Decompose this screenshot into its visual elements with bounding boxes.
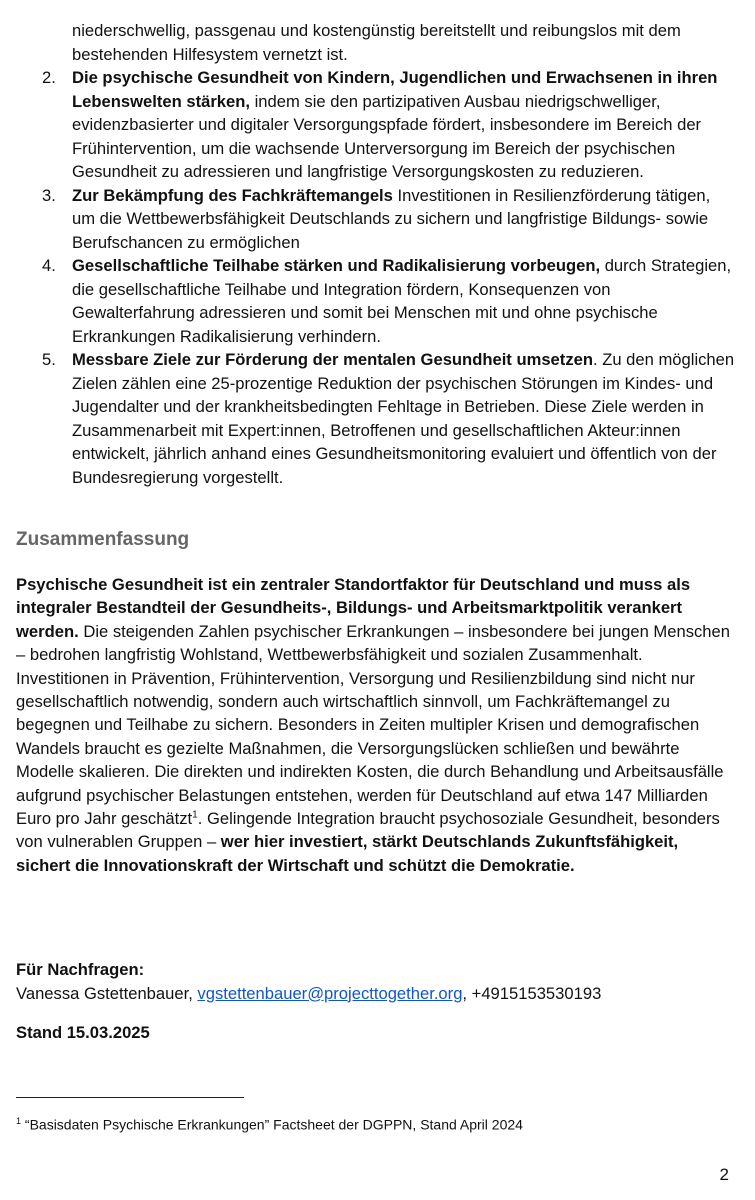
contact-label: Für Nachfragen: xyxy=(16,960,145,979)
footnote-reference[interactable]: 1 xyxy=(192,809,198,821)
list-item-text: niederschwellig, passgenau und kostengünstig bereitstellt und reibungslos mit dem bestehenden Hilfesystem vernetzt ist. xyxy=(72,21,681,64)
contact-block xyxy=(16,958,732,1005)
footnote-text: “Basisdaten Psychische Erkrankungen” Factsheet der DGPPN, Stand April 2024 xyxy=(21,1116,523,1133)
page-number: 2 xyxy=(719,1165,729,1184)
list-item-bold: Messbare Ziele zur Förderung der mentalen Gesundheit umsetzen xyxy=(72,350,593,369)
list-number: 4. xyxy=(42,256,56,275)
summary-heading: Zusammenfassung xyxy=(16,529,190,550)
summary-lead-bold: Psychische Gesundheit ist ein zentraler Standortfaktor für Deutschland und muss als integraler Bestandteil der Gesundheits-, Bildungs- und Arbeitsmarktpolitik verankert werden. xyxy=(16,575,691,641)
list-number: 3. xyxy=(42,185,56,205)
stand-date: Stand 15.03.2025 xyxy=(16,1023,150,1042)
list-item-bold: Gesellschaftliche Teilhabe stärken und Radikalisierung vorbeugen, xyxy=(72,256,601,275)
contact-phone: , +4915153530193 xyxy=(462,983,602,1003)
footnote xyxy=(16,1112,523,1134)
list-item-text: Investitionen in Resilienzförderung tätigen, um die Wettbewerbsfähigkeit Deutschlands zu sichern und langfristige Bildungs- sowie Berufschancen zu ermöglichen xyxy=(72,185,711,252)
list-item-2 xyxy=(16,66,736,184)
list-item-bold: Zur Bekämpfung des Fachkräftemangels xyxy=(72,185,393,205)
summary-closing-bold: wer hier investiert, stärkt Deutschlands Zukunftsfähigkeit, sichert die Innovationskraft der Wirtschaft und schützt die Demokratie. xyxy=(16,832,679,875)
footnote-marker: 1 xyxy=(16,1116,22,1126)
list-number: 2. xyxy=(42,68,56,87)
list-item-5 xyxy=(16,348,736,489)
list-item-bold: Die psychische Gesundheit von Kindern, Jugendlichen und Erwachsenen in ihren Lebenswelten stärken, xyxy=(72,68,718,111)
list-item-text: durch Strategien, die gesellschaftliche Teilhabe und Integration fördern, Konsequenzen von Gewalterfahrung adressieren und somit bei Menschen mit und ohne psychische Erkrankungen Radikalisierung verhindern. xyxy=(72,256,732,346)
summary-body: Die steigenden Zahlen psychischer Erkrankungen – insbesondere bei jungen Menschen – bedrohen langfristig Wohlstand, Wettbewerbsfähigkeit und sozialen Zusammenhalt. Investitionen in Prävention, Frühintervention, Versorgung und Resilienzbildung sind nicht nur gesellschaftlich notwendig, sondern auch wirtschaftlich sinnvoll, um Fachkräftemangel zu begegnen und Teilhabe zu sichern. Besonders in Zeiten multipler Krisen und demografischen Wandels braucht es gezielte Maßnahmen, die Versorgungslücken schließen und bewährte Modelle skalieren. Die direkten und indirekten Kosten, die durch Behandlung und Arbeitsausfälle aufgrund psychischer Belastungen entstehen, werden für Deutschland auf etwa 147 Milliarden Euro pro Jahr geschätzt xyxy=(16,621,730,829)
list-item-continuation xyxy=(16,19,736,66)
list-item-text: . Zu den möglichen Zielen zählen eine 25-prozentige Reduktion der psychischen Störungen im Kindes- und Jugendalter und der krankheitsbedingten Fehltage in Betrieben. Diese Ziele werden in Zusammenarbeit mit Expert:innen, Betroffenen und gesellschaftlichen Akteur:innen entwickelt, jährlich anhand eines Gesundheitsmonitoring evaluiert und öffentlich von der Bundesregierung vorgestellt. xyxy=(72,350,735,487)
summary-after-ref: . Gelingende Integration braucht psychosoziale Gesundheit, besonders von vulnerablen Gruppen – xyxy=(16,809,720,852)
list-number: 5. xyxy=(42,350,56,369)
footnote-divider xyxy=(16,1097,244,1098)
list-item-3 xyxy=(16,184,736,255)
list-item-text: indem sie den partizipativen Ausbau niedrigschwelliger, evidenzbasierter und digitaler Versorgungspfade fördert, insbesondere im Bereich der Frühintervention, um die wachsende Unterversorgung im Bereich der psychischen Gesundheit zu adressieren und langfristige Versorgungskosten zu reduzieren. xyxy=(72,91,702,181)
list-item-4 xyxy=(16,254,736,348)
summary-paragraph xyxy=(16,573,732,877)
demands-list xyxy=(16,19,736,489)
contact-email-link[interactable]: vgstettenbauer@projecttogether.org xyxy=(197,983,463,1003)
contact-name: Vanessa Gstettenbauer, xyxy=(16,983,198,1003)
